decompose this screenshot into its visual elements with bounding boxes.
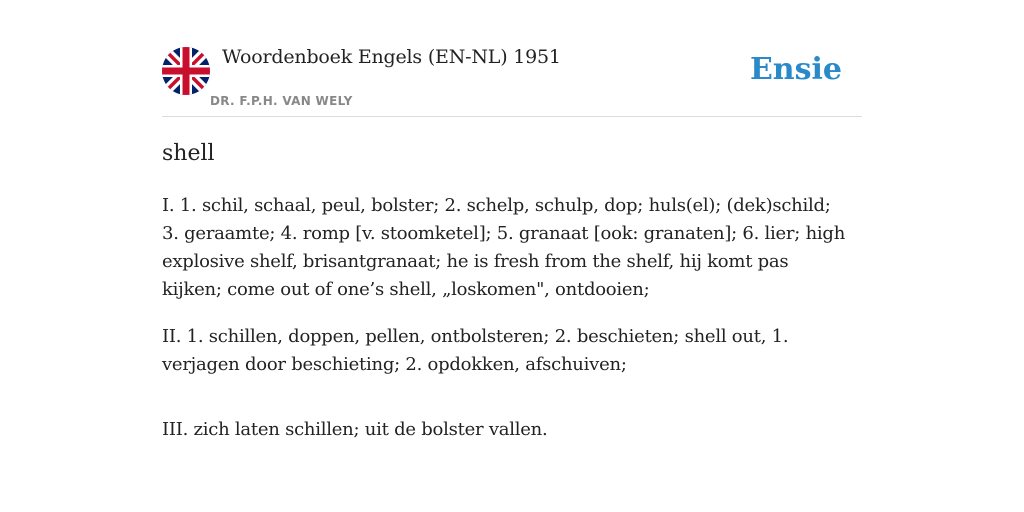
- ensie-logo-link[interactable]: Ensie: [749, 52, 842, 87]
- definition-3: III. zich laten schillen; uit de bolster vallen.: [162, 419, 548, 440]
- definition-1: I. 1. schil, schaal, peul, bolster; 2. schelp, schulp, dop; huls(el); (dek)schild; 3. geraamte; 4. romp [v. stoomketel]; 5. granaat [ook: granaten]; 6. lier; high explosive shelf, brisantgranaat; he is fresh from the shelf, hij komt pas kijken; come out of one’s shell, „loskomen", ontdooien;: [162, 195, 846, 300]
- headword: shell: [162, 141, 215, 166]
- dictionary-title: Woordenboek Engels (EN-NL) 1951: [222, 46, 561, 68]
- uk-flag-icon: [162, 47, 210, 95]
- definition-2: II. 1. schillen, doppen, pellen, ontbolsteren; 2. beschieten; shell out, 1. verjagen door beschieting; 2. opdokken, afschuiven;: [162, 326, 789, 375]
- dictionary-author: DR. F.P.H. VAN WELY: [210, 94, 353, 108]
- entry-content: [162, 138, 852, 463]
- dictionary-header: [162, 44, 862, 117]
